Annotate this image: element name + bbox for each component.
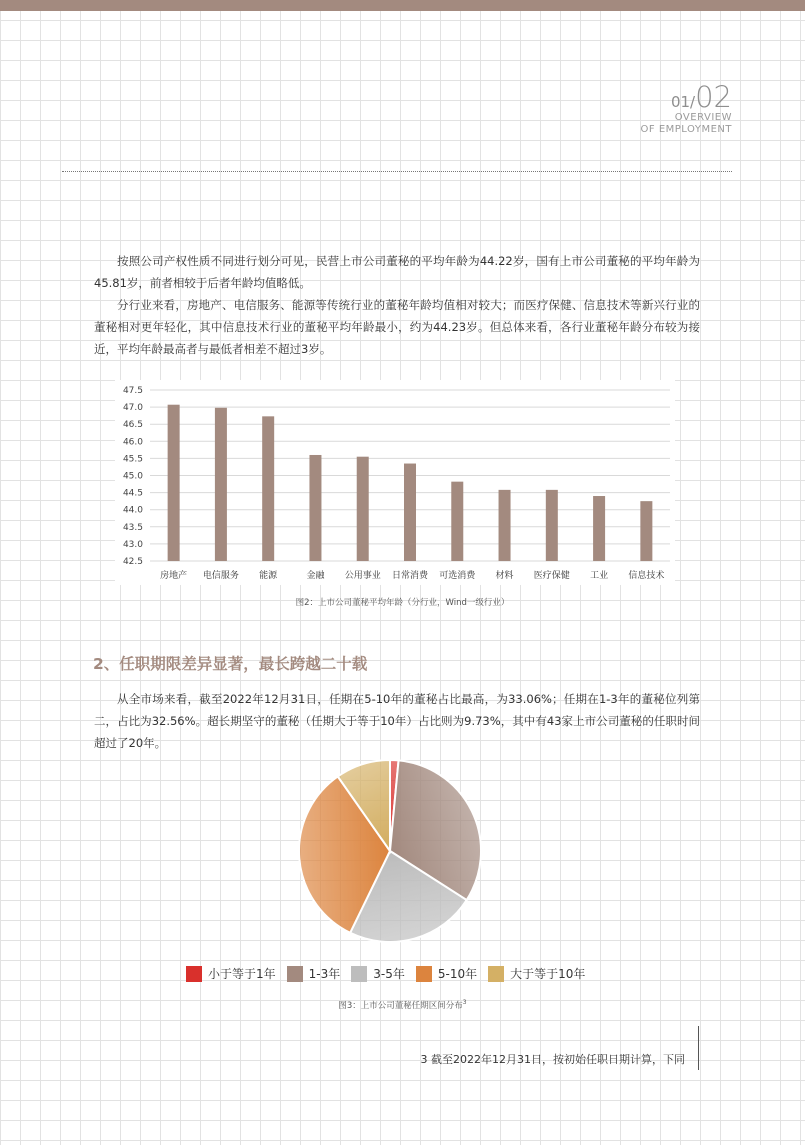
footnote-rule [698, 1026, 699, 1070]
legend-item [351, 965, 405, 982]
chart1-category-label: 材料 [495, 571, 514, 581]
legend-swatch [488, 966, 504, 982]
chart1-category-label: 能源 [259, 571, 278, 581]
legend-label: 5-10年 [437, 967, 478, 981]
page-number [671, 80, 732, 114]
chart1-ytick-label: 44.5 [122, 488, 143, 499]
chart1-category-label: 公用事业 [344, 571, 381, 581]
legend-item [488, 965, 585, 982]
paragraph-ownership: 按照公司产权性质不同进行划分可见，民营上市公司董秘的平均年龄为44.22岁，国有上市公司董秘的平均年龄为45.81岁，前者相较于后者年龄均值略低。 [94, 254, 700, 290]
chart1-caption: 图2：上市公司董秘平均年龄（分行业，Wind一级行业） [295, 598, 510, 608]
chart1-category-label: 可选消费 [439, 571, 476, 581]
chart1-ytick-label: 45.5 [122, 454, 143, 465]
page-number-small: 01/ [670, 93, 696, 111]
chart1-category-label: 日常消费 [391, 571, 429, 581]
chart1-bar [357, 457, 369, 561]
chart1-bar [451, 482, 463, 561]
chart1-bar [262, 416, 274, 561]
legend-swatch [186, 966, 202, 982]
legend-label: 小于等于1年 [208, 967, 276, 981]
chart2-caption-footnote-mark: 3 [462, 999, 467, 1007]
legend-item [287, 965, 341, 982]
chart1-category-label: 工业 [590, 571, 609, 581]
chart1-ytick-label: 46.0 [122, 437, 143, 448]
tenure-pie-chart [295, 756, 485, 946]
chart1-ytick-label: 45.0 [122, 471, 143, 482]
chart1-ytick-label: 43.0 [122, 539, 143, 550]
section-heading: 2、任职期限差异显著，最长跨越二十载 [93, 655, 368, 673]
chart1-bar [404, 464, 416, 561]
chart1-category-label: 信息技术 [628, 571, 665, 581]
section-label [641, 112, 732, 136]
chart1-ytick-label: 44.0 [122, 505, 143, 516]
chart1-category-label: 房地产 [160, 571, 188, 581]
chart1-ytick-label: 47.5 [122, 386, 143, 396]
chart1-category-label: 医疗保健 [533, 571, 570, 581]
legend-swatch [351, 966, 367, 982]
legend-item [186, 965, 276, 982]
paragraph-industry: 分行业来看，房地产、电信服务、能源等传统行业的董秘年龄均值相对较大；而医疗保健、信息技术等新兴行业的董秘相对更年轻化，其中信息技术行业的董秘平均年龄最小，约为44.23岁。但总体来看，各行业董秘年龄分布较为接近，平均年龄最高者与最低者相差不超过3岁。 [94, 298, 700, 356]
chart1-bar [168, 405, 180, 561]
chart1-bar [499, 490, 511, 561]
pie-legend [186, 965, 596, 982]
chart1-category-label: 电信服务 [202, 571, 239, 581]
chart1-ytick-label: 43.5 [122, 522, 143, 533]
chart1-background [115, 380, 675, 585]
chart1-ytick-label: 47.0 [122, 403, 143, 414]
footnote: 3 截至2022年12月31日，按初始任职日期计算，下同 [420, 1053, 685, 1066]
paragraph-tenure: 从全市场来看，截至2022年12月31日，任期在5-10年的董秘占比最高，为33.06%；任期在1-3年的董秘位列第二，占比为32.56%。超长期坚守的董秘（任期大于等于10年）占比则为9.73%，其中有43家上市公司董秘的任职时间超过了20年。 [94, 692, 700, 750]
chart2-caption [0, 999, 805, 1011]
top-accent-bar [0, 0, 805, 11]
section-label-line1: OVERVIEW [674, 112, 732, 123]
page-number-big: 02 [695, 80, 732, 114]
legend-label: 3-5年 [373, 967, 405, 981]
legend-label: 大于等于10年 [510, 967, 586, 981]
legend-item [416, 965, 477, 982]
chart1-category-label: 金融 [306, 571, 325, 581]
legend-label: 1-3年 [308, 967, 341, 981]
chart1-bar [640, 501, 652, 561]
header-divider [62, 171, 732, 172]
legend-swatch [287, 966, 303, 982]
industry-age-bar-chart [115, 380, 675, 585]
legend-swatch [416, 966, 432, 982]
chart1-bar [593, 496, 605, 561]
chart1-ytick-label: 46.5 [122, 420, 143, 431]
chart2-caption-text: 图3：上市公司董秘任期区间分布 [338, 1001, 463, 1011]
chart1-bar [546, 490, 558, 561]
chart1-bar [309, 455, 321, 561]
chart1-bar [215, 408, 227, 561]
section-label-line2: OF EMPLOYMENT [640, 124, 732, 135]
chart1-ytick-label: 42.5 [122, 557, 143, 567]
